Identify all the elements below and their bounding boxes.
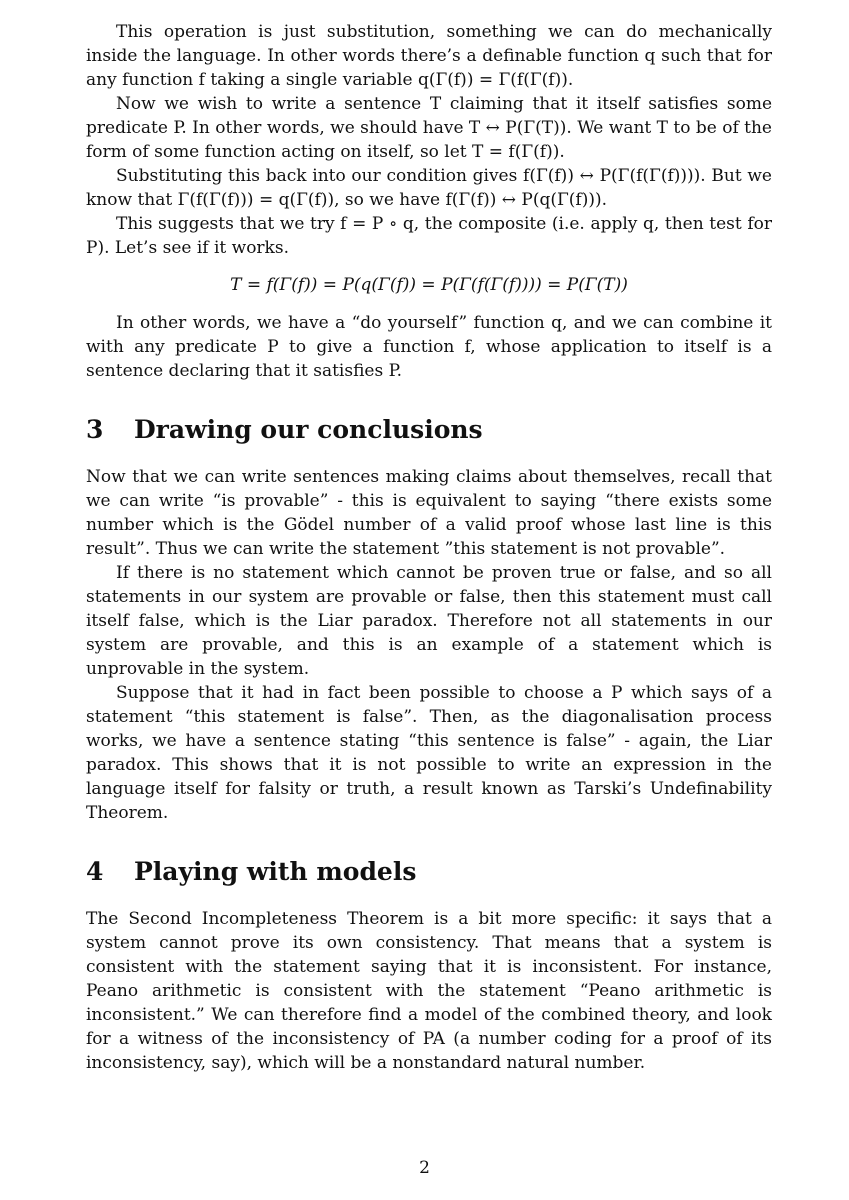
paragraph-sentence-t: Now we wish to write a sentence T claiming that it itself satisfies some predicate P. In other words, we should have T ↔ P(Γ(T)). We want T to be of the form of some function acting on itself, so let T = f(Γ(f)). — [86, 94, 772, 162]
paragraph-tarski: Suppose that it had in fact been possible to choose a P which says of a statement “this statement is false”. Then, as the diagonalisation process works, we have a sentence stating “this sentence is false” - again, the Liar paradox. This shows that it is not possible to write an expression in the language itself for falsity or truth, a result known as Tarski’s Undefinability Theorem. — [86, 683, 772, 823]
section-number: 4 — [86, 857, 104, 886]
paragraph-do-yourself: In other words, we have a “do yourself” function q, and we can combine it with any predicate P to give a function f, whose application to itself is a sentence declaring that it satisfies P. — [86, 313, 772, 381]
display-equation: T = f(Γ(f)) = P(q(Γ(f)) = P(Γ(f(Γ(f)))) = P(Γ(T)) — [230, 275, 628, 295]
section-title: Drawing our conclusions — [134, 415, 483, 444]
paragraph-provable: Now that we can write sentences making claims about themselves, recall that we can write “is provable” - this is equivalent to saying “there exists some number which is the Gödel number of a valid proof whose last line is this result”. Thus we can write the statement ”this statement is not provable”. — [86, 467, 772, 559]
paragraph-liar: If there is no statement which cannot be proven true or false, and so all statements in our system are provable or false, then this statement must call itself false, which is the Liar paradox. Therefore not all statements in our system are provable, and this is an example of a statement which is unprovable in the system. — [86, 563, 772, 679]
section-heading-4 — [86, 857, 772, 887]
section-title: Playing with models — [134, 857, 417, 886]
paragraph-second-incompleteness: The Second Incompleteness Theorem is a bit more specific: it says that a system cannot prove its own consistency. That means that a system is consistent with the statement saying that it is inconsistent. For instance, Peano arithmetic is consistent with the statement “Peano arithmetic is inconsistent.” We can therefore find a model of the combined theory, and look for a witness of the inconsistency of PA (a number coding for a proof of its inconsistency, say), which will be a nonstandard natural number. — [86, 909, 772, 1073]
page-number: 2 — [419, 1158, 430, 1178]
page-content — [86, 20, 772, 1075]
paragraph-substitution: This operation is just substitution, something we can do mechanically inside the language. In other words there’s a definable function q such that for any function f taking a single variable q(Γ(f)) = Γ(f(Γ(f)). — [86, 22, 772, 90]
section-number: 3 — [86, 415, 104, 444]
paragraph-composite: This suggests that we try f = P ∘ q, the composite (i.e. apply q, then test for P). Let’s see if it works. — [86, 214, 772, 258]
section-heading-3 — [86, 415, 772, 445]
paragraph-substituting: Substituting this back into our condition gives f(Γ(f)) ↔ P(Γ(f(Γ(f)))). But we know that Γ(f(Γ(f))) = q(Γ(f)), so we have f(Γ(f)) ↔ P(q(Γ(f))). — [86, 166, 772, 210]
